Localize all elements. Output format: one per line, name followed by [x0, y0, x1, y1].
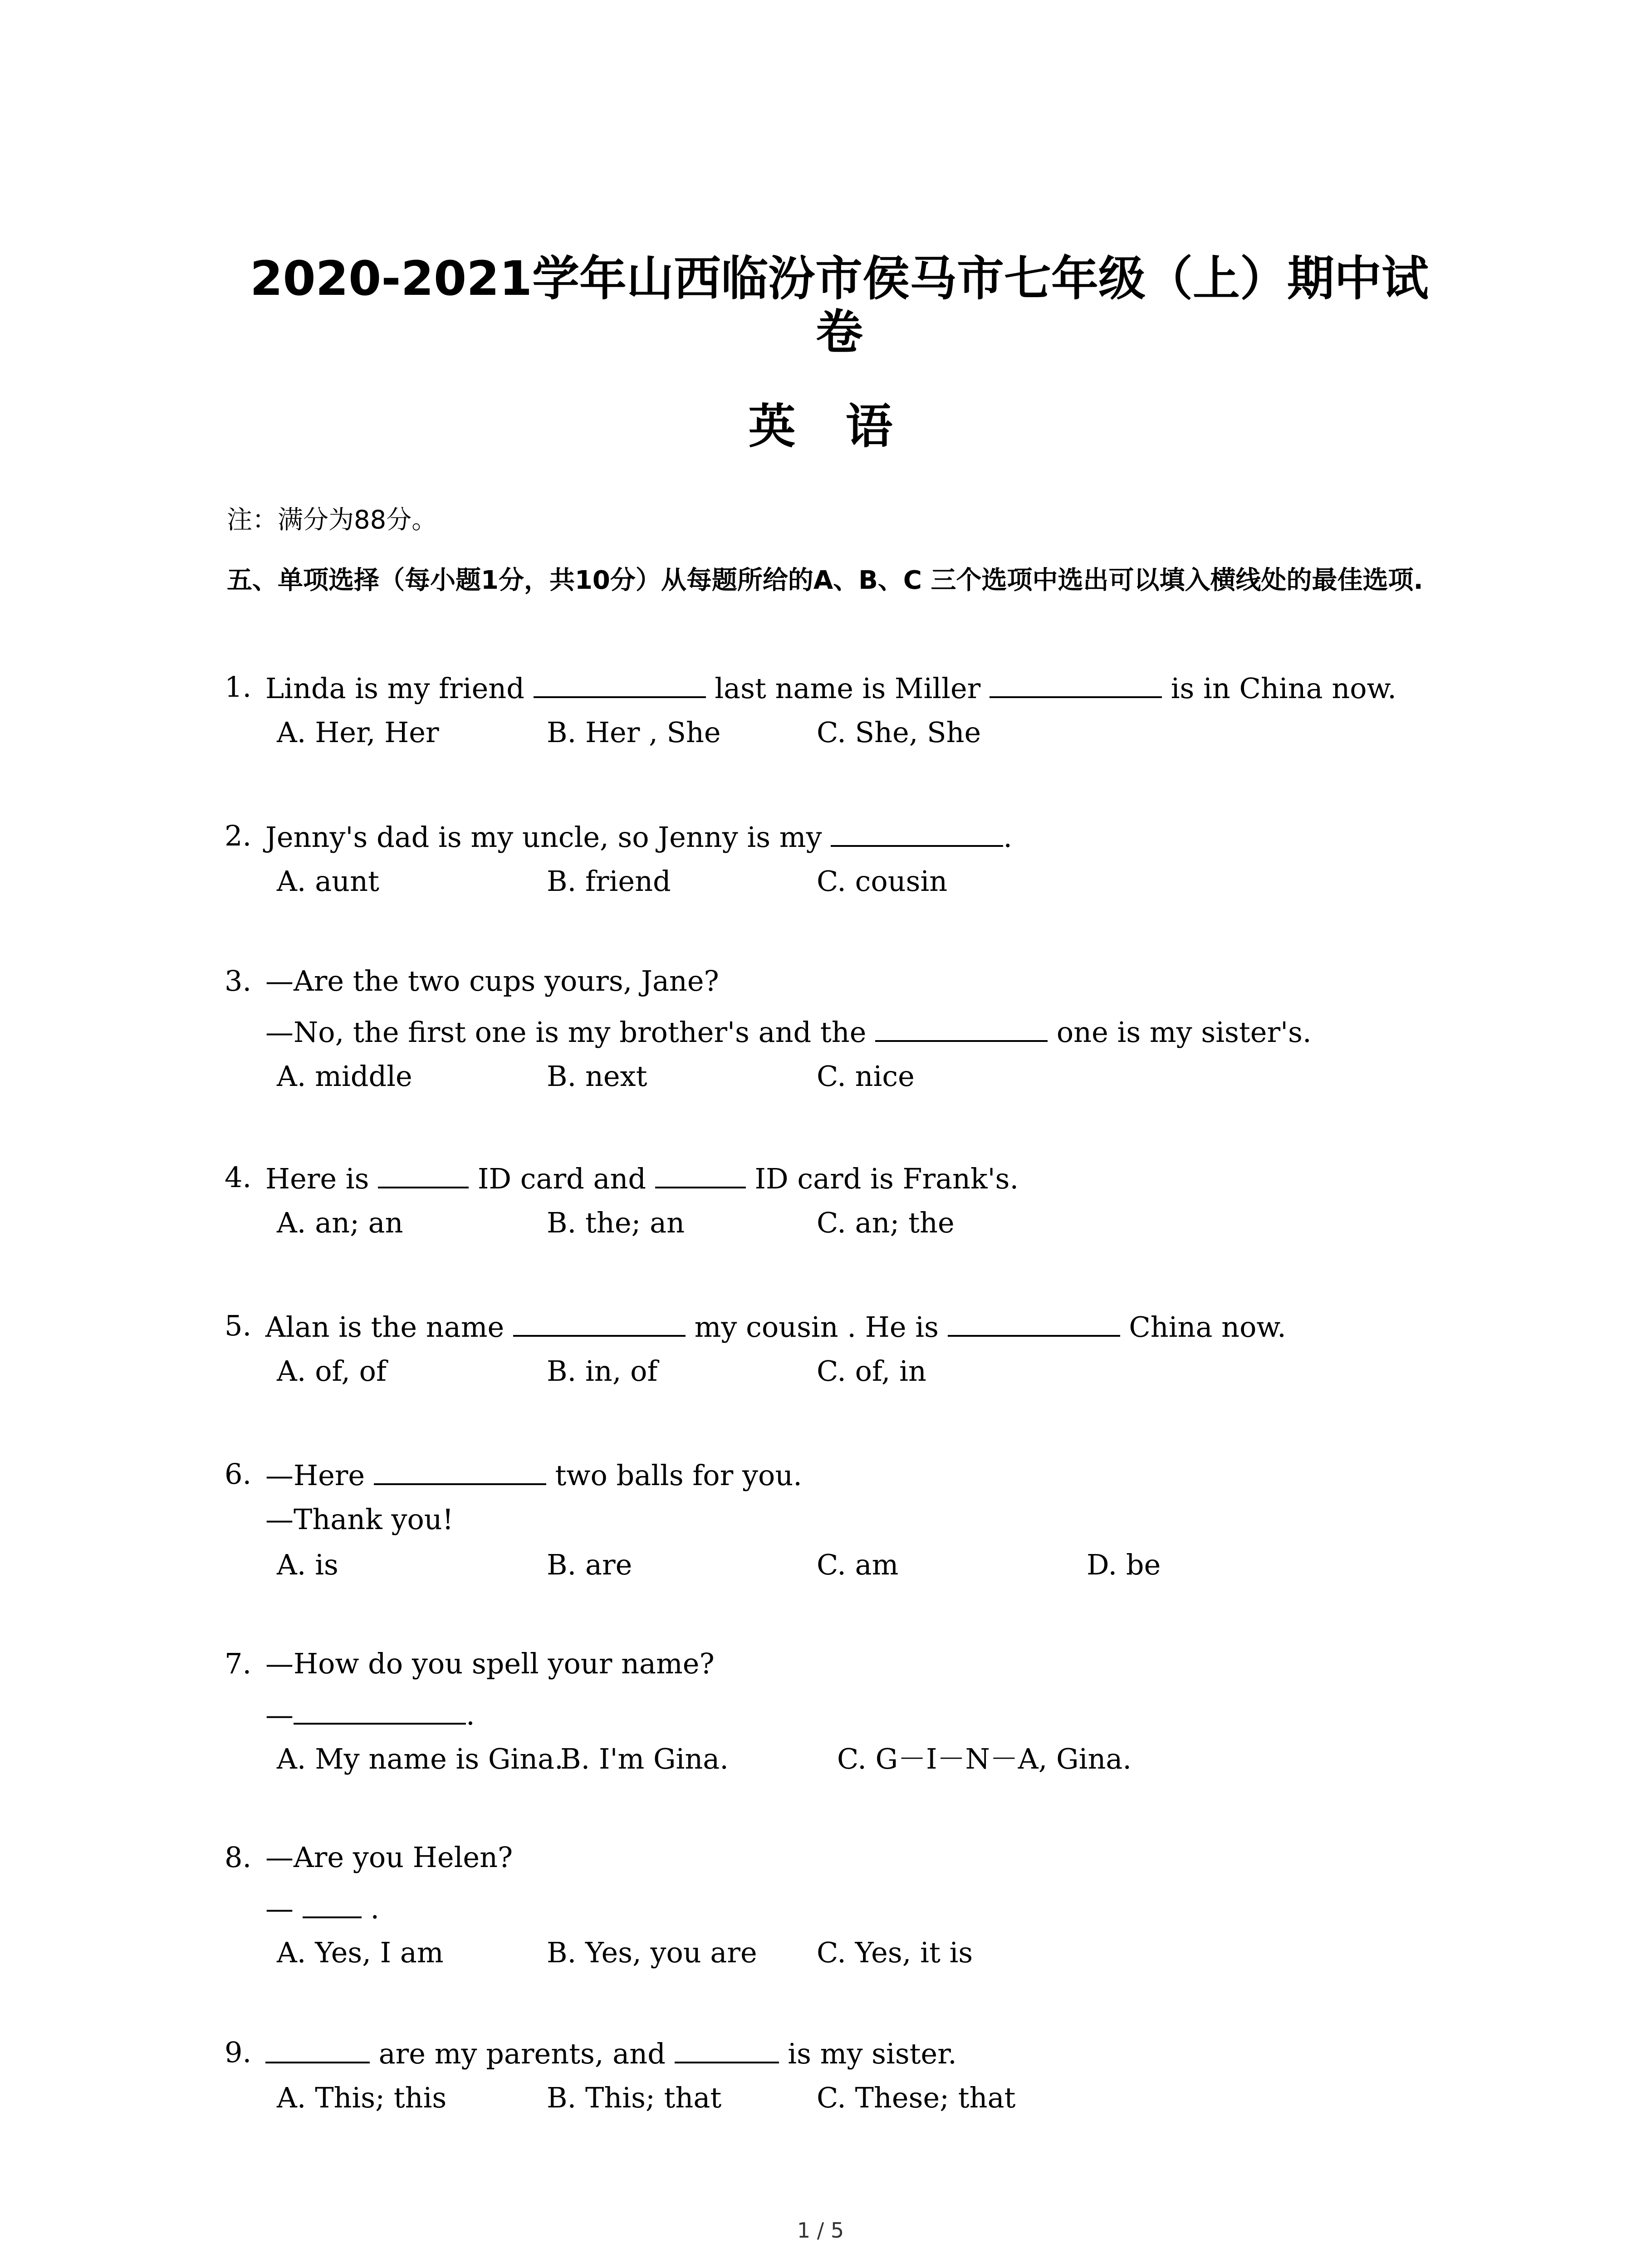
question-stem: Linda is my friend last name is Miller is in China now.	[265, 665, 1396, 711]
option-c[interactable]: C. nice	[817, 1060, 915, 1093]
options-row	[225, 859, 1495, 904]
page-number: 1 / 5	[797, 2218, 844, 2243]
options-row	[225, 1736, 1495, 1782]
option-c[interactable]: C. Yes, it is	[817, 1936, 973, 1969]
question-9	[225, 2030, 1495, 2121]
score-note: 注：满分为88分。	[227, 505, 437, 535]
answer-blank[interactable]	[374, 1452, 546, 1485]
option-b[interactable]: B. Yes, you are	[547, 1936, 757, 1969]
answer-blank[interactable]	[655, 1155, 746, 1188]
question-number: 8.	[225, 1841, 252, 1874]
answer-blank[interactable]	[675, 2030, 779, 2063]
question-stem: Jenny's dad is my uncle, so Jenny is my .	[265, 813, 1012, 860]
option-b[interactable]: B. Her , She	[547, 716, 721, 749]
option-c[interactable]: C. am	[817, 1548, 899, 1581]
answer-blank[interactable]	[831, 813, 1003, 847]
question-number: 2.	[225, 819, 252, 852]
option-b[interactable]: B. the; an	[547, 1206, 685, 1239]
option-c[interactable]: C. of, in	[817, 1354, 926, 1388]
option-c[interactable]: C. cousin	[817, 865, 948, 898]
option-a[interactable]: A. Yes, I am	[277, 1936, 444, 1969]
answer-blank[interactable]	[265, 2030, 370, 2063]
options-row	[225, 710, 1495, 755]
answer-blank[interactable]	[948, 1303, 1120, 1337]
option-c[interactable]: C. an; the	[817, 1206, 955, 1239]
option-b[interactable]: B. friend	[547, 865, 671, 898]
question-1	[225, 665, 1495, 755]
question-number: 5.	[225, 1309, 252, 1342]
options-row	[225, 1200, 1495, 1246]
option-b[interactable]: B. I'm Gina.	[560, 1742, 729, 1775]
answer-blank[interactable]	[875, 1008, 1048, 1042]
options-row	[225, 2075, 1495, 2121]
question-stem: —Are the two cups yours, Jane?	[265, 964, 719, 997]
question-8	[225, 1835, 1495, 1975]
options-row	[225, 1930, 1495, 1975]
question-stem: — .	[265, 1691, 475, 1738]
option-c[interactable]: C. G－I－N－A, Gina.	[837, 1742, 1132, 1775]
question-number: 1.	[225, 670, 252, 704]
options-row	[225, 1542, 1495, 1588]
answer-blank[interactable]	[989, 665, 1162, 698]
options-row	[225, 1349, 1495, 1394]
question-2	[225, 813, 1495, 904]
option-b[interactable]: B. next	[547, 1060, 647, 1093]
question-7	[225, 1641, 1495, 1782]
option-b[interactable]: B. are	[547, 1548, 632, 1581]
question-stem: —How do you spell your name?	[265, 1647, 715, 1680]
question-stem: Alan is the name my cousin . He is China now.	[265, 1303, 1286, 1350]
option-c[interactable]: C. These; that	[817, 2081, 1016, 2114]
question-stem: —No, the first one is my brother's and the one is my sister's.	[265, 1008, 1312, 1055]
options-row	[225, 1054, 1495, 1099]
question-number: 7.	[225, 1647, 252, 1680]
option-a[interactable]: A. an; an	[277, 1206, 403, 1239]
question-number: 9.	[225, 2036, 252, 2069]
question-5	[225, 1303, 1495, 1394]
question-number: 3.	[225, 964, 252, 997]
question-4	[225, 1155, 1495, 1246]
answer-blank[interactable]	[294, 1691, 466, 1725]
option-b[interactable]: B. This; that	[547, 2081, 722, 2114]
option-a[interactable]: A. aunt	[277, 865, 379, 898]
option-a[interactable]: A. is	[277, 1548, 338, 1581]
option-b[interactable]: B. in, of	[547, 1354, 658, 1388]
option-a[interactable]: A. of, of	[277, 1354, 387, 1388]
question-number: 6.	[225, 1457, 252, 1491]
exam-title: 2020-2021学年山西临汾市侯马市七年级（上）期中试卷	[250, 251, 1429, 360]
answer-blank[interactable]	[513, 1303, 686, 1337]
question-stem: —Here two balls for you.	[265, 1452, 802, 1498]
question-stem: — .	[265, 1885, 379, 1931]
option-a[interactable]: A. Her, Her	[277, 716, 439, 749]
answer-blank[interactable]	[534, 665, 706, 698]
question-stem: —Are you Helen?	[265, 1841, 513, 1874]
subject-heading: 英语	[748, 399, 943, 454]
option-c[interactable]: C. She, She	[817, 716, 981, 749]
section-heading: 五、单项选择（每小题1分，共10分）从每题所给的A、B、C 三个选项中选出可以填入横线处的最佳选项.	[227, 566, 1423, 595]
answer-blank[interactable]	[378, 1155, 469, 1188]
option-a[interactable]: A. This; this	[277, 2081, 447, 2114]
answer-blank[interactable]	[303, 1885, 362, 1918]
question-number: 4.	[225, 1161, 252, 1194]
question-stem: Here is ID card and ID card is Frank's.	[265, 1155, 1019, 1202]
option-a[interactable]: A. My name is Gina.	[277, 1742, 563, 1775]
option-a[interactable]: A. middle	[277, 1060, 412, 1093]
question-stem: —Thank you!	[265, 1503, 454, 1536]
question-stem: are my parents, and is my sister.	[265, 2030, 957, 2077]
question-6	[225, 1452, 1495, 1588]
option-d[interactable]: D. be	[1087, 1548, 1161, 1581]
question-3	[225, 958, 1495, 1099]
